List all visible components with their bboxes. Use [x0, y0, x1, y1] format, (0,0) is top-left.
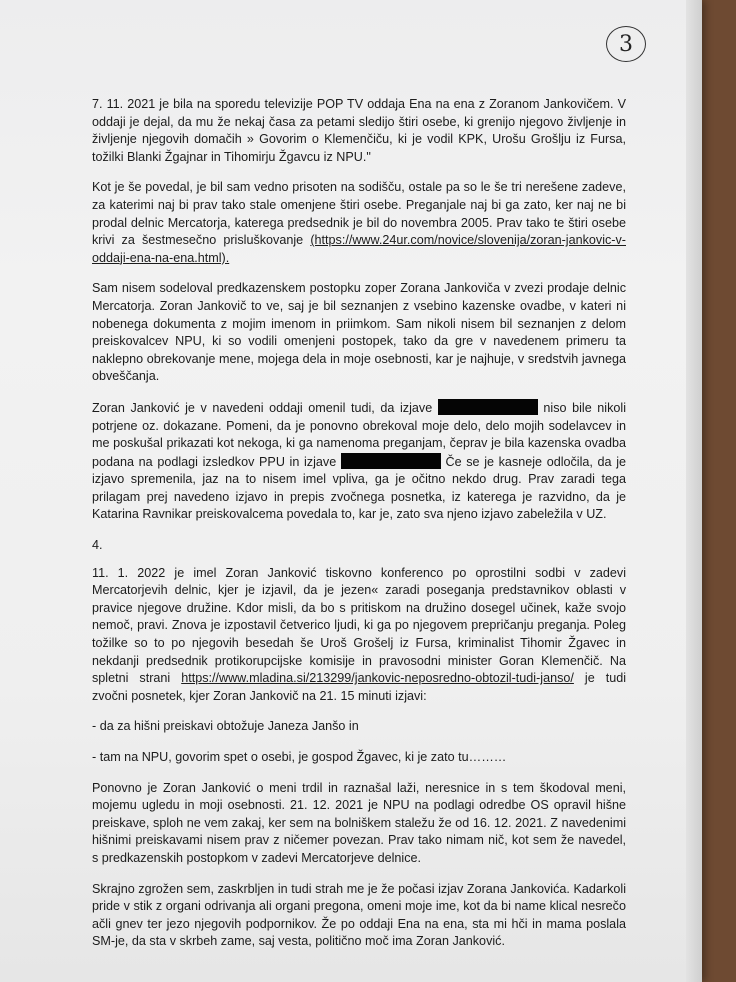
paragraph-5-text: 11. 1. 2022 je imel Zoran Janković tiskovno konferenco po oprostilni sodbi v zadevi Mercatorjevih delnic, kjer je izjavil, da je jezen« zaradi poseganja predstavnikov oblasti v pravice njegove družine. Kdor misli, da bo s pritiskom na družino dosegel učinek, kaže svojo nemoč, pravi. Znova je izpostavil četverico ljudi, ki ga po njegovem prepričanju preganja. Poleg tožilke so to po njegovih besedah še Uroš Grošelj iz Fursa, kriminalist Tihomir Žgavec in nekdanji predsednik protikorupcijske komisije in pravosodni minister Goran Klemenčič. Na spletni strani	[92, 565, 626, 686]
paragraph-6: Ponovno je Zoran Janković o meni trdil in raznašal laži, neresnice in s tem škodoval meni, mojemu ugledu in moji osebnosti. 21. 12. 2021 je NPU na podlagi odredbe OS opravil hišne preiskave, sploh ne vem zakaj, ker sem na bolniškem staležu že od 16. 12. 2021. Z navedenimi hišnimi preiskavami nisem prav z ničemer povezan. Prav tako nimam nič, kot sem že navedel, s predkazenskih postopkom v zadevi Mercatorjeve delnice.	[92, 780, 626, 865]
document-body	[92, 96, 626, 964]
page-number-circle	[606, 26, 646, 62]
page-edge	[686, 0, 702, 982]
paragraph-1: 7. 11. 2021 je bila na sporedu televizije POP TV oddaja Ena na ena z Zoranom Jankovičem. V oddaji je dejal, da mu že nekaj časa za petami sledijo štiri osebe, ki grenijo njegovo življenje in življenje njegovih domačih » Govorim o Klemenčiču, ki je vodil KPK, Urošu Grošlju iz Fursa, tožilki Blanki Žgajnar in Tihomirju Žgavcu iz NPU."	[92, 97, 626, 164]
quote-line-1: - da za hišni preiskavi obtožuje Janeza Janšo in	[92, 719, 359, 734]
paragraph-4	[92, 399, 626, 524]
redaction-bar	[438, 399, 538, 415]
quote-line-2: - tam na NPU, govorim spet o osebi, je gospod Žgavec, ki je zato tu………	[92, 750, 507, 764]
page-number: 3	[619, 31, 633, 57]
paragraph-4-text-a: Zoran Janković je v navedeni oddaji omenil tudi, da izjave	[92, 400, 438, 415]
paragraph-7: Skrajno zgrožen sem, zaskrbljen in tudi strah me je že počasi izjav Zorana Jankovića. Kadarkoli pride v stik z organi odrivanja ali organi pregona, omeni moje ime, kot da bi name klical nesrečo ačli gnev ter jezo njegovih podpornikov. Že po oddaji Ena na ena, sta mi hči in mama poslala SM-je, da sta v skrbeh zame, saj vesta, politično moč ima Zoran Janković.	[92, 881, 626, 949]
source-link-24ur[interactable]: (https://www.24ur.com/novice/slovenija/zoran-jankovic-v-oddaji-ena-na-ena.html).	[92, 233, 626, 265]
paragraph-4-text-b: niso bile nikoli potrjene oz. dokazane. Pomeni, da je ponovno obrekoval moje delo, delo mojih sodelavcev in me poskušal prikazati kot nekoga, ki ga namenoma preganjam, čeprav je bila kazenska ovadba podana na podlagi izsledkov PPU in izjave	[92, 400, 627, 469]
paragraph-2	[92, 179, 626, 267]
paragraph-5-tail: je tudi zvočni posnetek, kjer Zoran Jankovič na 21. 15 minuti izjavi:	[92, 671, 626, 703]
paragraph-5	[92, 565, 626, 706]
paragraph-3: Sam nisem sodeloval predkazenskem postopku zoper Zorana Jankoviča v zvezi prodaje delnic Mercatorja. Zoran Jankovič to ve, saj je bil seznanjen z vsebino kazenske ovadbe, v kateri ni nobenega dokumenta z mojim imenom in priimkom. Sam nikoli nisem bil seznanjen z delom preiskovalcev NPU, ki so vodili omenjeni postopek, tako da gre v navedenem primeru ta naklepno obrekovanje mene, mojega dela in moje osebnosti, kar je najhuje, v sredstvih javnega obveščanja.	[92, 281, 626, 384]
source-link-mladina[interactable]: https://www.mladina.si/213299/jankovic-neposredno-obtozil-tudi-janso/	[181, 671, 574, 686]
redaction-bar	[341, 453, 441, 469]
section-number: 4.	[92, 538, 103, 553]
paragraph-2-text: Kot je še povedal, je bil sam vedno prisoten na sodišču, ostale pa so le še tri nerešene zadeve, za katerimi naj bi prav tako stale omenjene štiri osebe. Preganjale naj bi ga zato, ker naj ne bi prodal delnic Mercatorja, katerega predsednik je bil do novembra 2005. Prav tako te štiri osebe krivi za šestmesečno prisluškovanje	[92, 180, 626, 248]
paragraph-4-text-c: Če se je kasneje odločila, da je izjavo spremenila, jaz na to nisem imel vpliva, ga je očitno nekdo drug. Prav zaradi tega prilagam prej navedeno izjavo in prepis zvočnega posnetka, iz katerega je razvidno, da je Katarina Ravnikar preiskovalcema povedala to, kar je, zato sva njeno izjavo zabeležila v UZ.	[92, 454, 626, 522]
